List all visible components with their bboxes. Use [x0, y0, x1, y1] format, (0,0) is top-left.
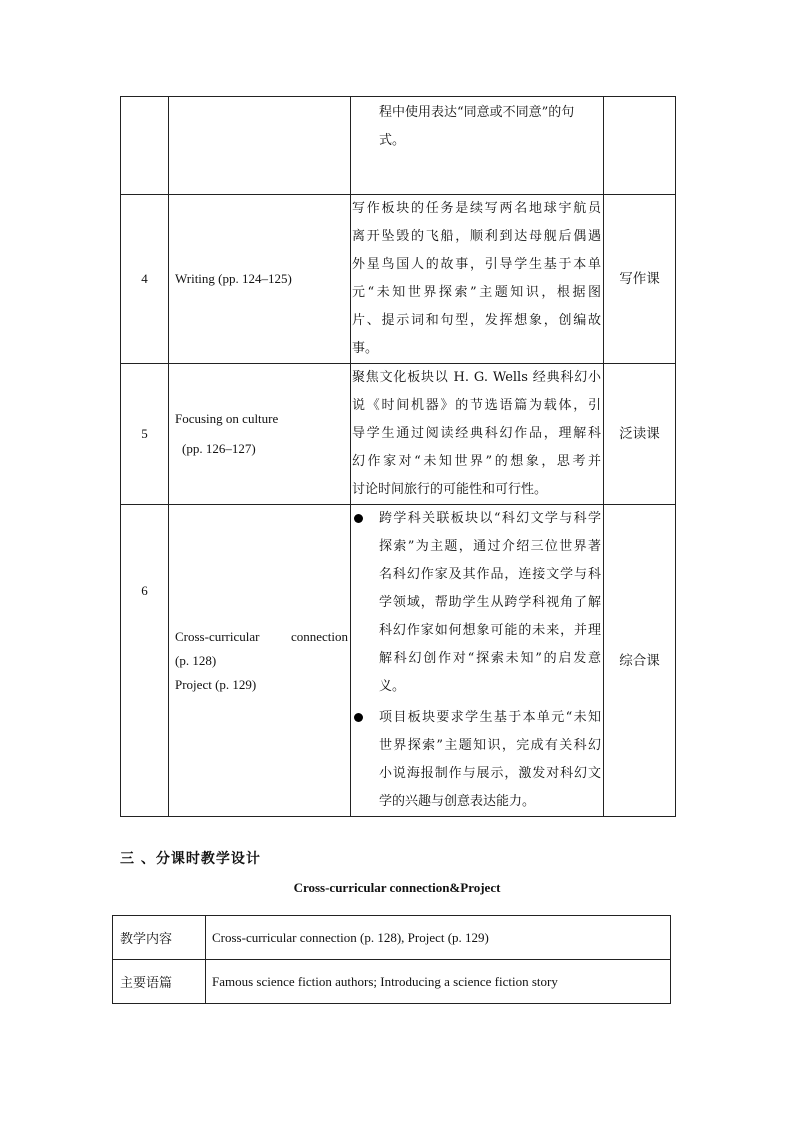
description-line: 学领域，帮助学生从跨学科视角了解: [379, 595, 601, 610]
table-row: [113, 916, 671, 960]
section-cell: [169, 364, 351, 505]
description-cell: [351, 195, 604, 364]
description-line: 外星鸟国人的故事，引导学生基于本单: [352, 257, 601, 272]
bullet-dot-icon: [354, 514, 363, 523]
row-number-cell: 4: [121, 195, 169, 364]
description-line: 探索”为主题，通过介绍三位世界著: [379, 539, 601, 554]
section-cell: [169, 505, 351, 817]
description-line: 解科幻创作对“探索未知”的启发意: [379, 651, 601, 666]
row-number-cell: 6: [121, 505, 169, 817]
lesson-type-cell: 综合课: [604, 505, 676, 817]
description-line: 科幻作家如何想象可能的未来，并理: [379, 623, 601, 638]
lesson-type-cell: 泛读课: [604, 364, 676, 505]
section-line: Writing (pp. 124–125): [175, 271, 292, 286]
description-line: 幻作家对“未知世界”的想象，思考并: [352, 454, 601, 469]
description-line: 式。: [379, 133, 406, 148]
table-row: [121, 195, 676, 364]
description-line: 说《时间机器》的节选语篇为载体，引: [352, 398, 601, 413]
description-line: 程中使用表达“同意或不同意”的句: [379, 105, 575, 120]
section-line: (pp. 126–127): [182, 441, 256, 456]
description-line: 跨学科关联板块以“科幻文学与科学: [379, 511, 601, 526]
description-line: 项目板块要求学生基于本单元“未知: [379, 710, 601, 725]
description-cell: [351, 364, 604, 505]
section-line: Focusing on culture: [175, 411, 279, 426]
section-cell: [169, 97, 351, 195]
description-cell: [351, 505, 604, 817]
description-line: 义。: [379, 679, 406, 694]
bullet-item: [352, 704, 601, 816]
lesson-info-value: Famous science fiction authors; Introducing a science fiction story: [206, 960, 671, 1004]
description-line: 名科幻作家及其作品，连接文学与科: [379, 567, 601, 582]
section-heading: 三 、分课时教学设计: [120, 851, 261, 867]
description-line: 讨论时间旅行的可能性和可行性。: [352, 482, 548, 497]
section-line: Project (p. 129): [175, 676, 257, 692]
lesson-title: Cross-curricular connection&Project: [293, 880, 501, 895]
lesson-info-label: 教学内容: [113, 916, 206, 960]
description-cell: [351, 97, 604, 195]
bullet-item: [352, 505, 601, 701]
description-line: 离开坠毁的飞船，顺利到达母舰后偶遇: [352, 229, 601, 244]
description-line: 世界探索”主题知识，完成有关科幻: [379, 738, 601, 753]
lesson-info-table: [112, 915, 671, 1004]
unit-overview-table: [120, 96, 676, 817]
bullet-dot-icon: [354, 713, 363, 722]
section-cell: [169, 195, 351, 364]
lesson-info-value: Cross-curricular connection (p. 128), Project (p. 129): [206, 916, 671, 960]
description-line: 小说海报制作与展示，激发对科幻文: [379, 766, 601, 781]
table-row: [113, 960, 671, 1004]
table-row: [121, 364, 676, 505]
description-line: 写作板块的任务是续写两名地球宇航员: [352, 201, 601, 216]
description-line: 片、提示词和句型，发挥想象，创编故: [352, 313, 601, 328]
lesson-type-cell: 写作课: [604, 195, 676, 364]
description-line: 导学生通过阅读经典科幻作品，理解科: [352, 426, 601, 441]
description-line: 聚焦文化板块以 H. G. Wells 经典科幻小: [352, 370, 601, 385]
section-line: (p. 128): [175, 652, 217, 668]
lesson-info-label: 主要语篇: [113, 960, 206, 1004]
lesson-type-cell: [604, 97, 676, 195]
row-number-cell: 5: [121, 364, 169, 505]
row-number-cell: [121, 97, 169, 195]
description-line: 元“未知世界探索”主题知识，根据图: [352, 285, 601, 300]
section-line: Cross-curricular connection: [175, 628, 348, 644]
description-line: 事。: [352, 341, 379, 356]
description-line: 学的兴趣与创意表达能力。: [379, 794, 536, 809]
table-row: [121, 505, 676, 817]
table-row: [121, 97, 676, 195]
